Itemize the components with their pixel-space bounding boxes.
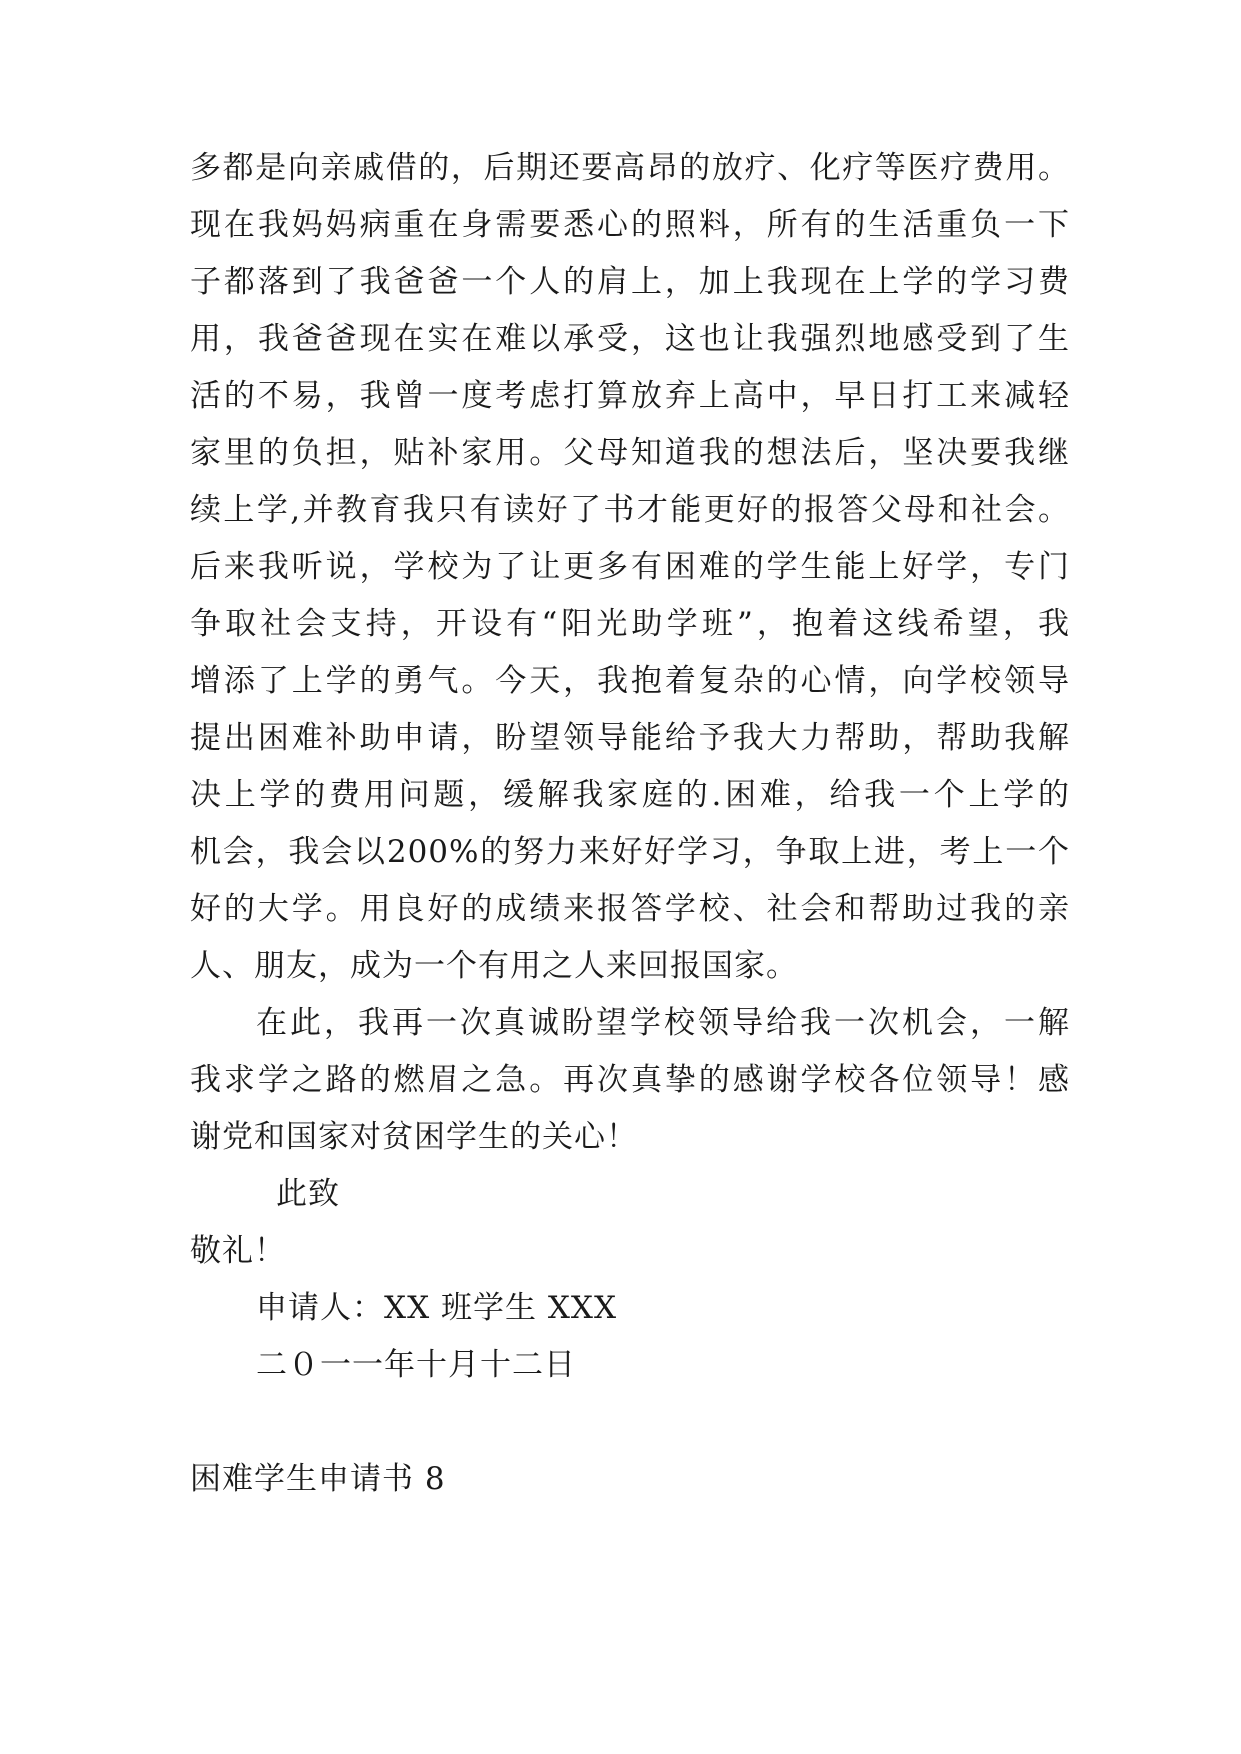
body-line-11: 提出困难补助申请，盼望领导能给予我大力帮助，帮助我解 xyxy=(190,720,1070,756)
body-line-1: 多都是向亲戚借的，后期还要高昂的放疗、化疗等医疗费用。 xyxy=(190,150,1070,186)
next-section-title: 困难学生申请书 8 xyxy=(190,1461,446,1497)
body-line-6: 家里的负担，贴补家用。父母知道我的想法后，坚决要我继 xyxy=(190,435,1070,471)
body-line-15: 人、朋友，成为一个有用之人来回报国家。 xyxy=(190,948,798,984)
body-line-3: 子都落到了我爸爸一个人的肩上，加上我现在上学的学习费 xyxy=(190,264,1070,300)
salutation-jingli: 敬礼！ xyxy=(190,1233,286,1269)
body-line-9: 争取社会支持，开设有“阳光助学班”，抱着这线希望，我 xyxy=(190,606,1070,642)
salutation-cizhi: 此致 xyxy=(276,1176,340,1212)
body-line-12: 决上学的费用问题，缓解我家庭的.困难，给我一个上学的 xyxy=(190,777,1070,813)
closing-line-3: 谢党和国家对贫困学生的关心！ xyxy=(190,1119,638,1155)
body-line-7: 续上学,并教育我只有读好了书才能更好的报答父母和社会。 xyxy=(190,492,1070,528)
body-line-14: 好的大学。用良好的成绩来报答学校、社会和帮助过我的亲 xyxy=(190,891,1070,927)
body-line-2: 现在我妈妈病重在身需要悉心的照料，所有的生活重负一下 xyxy=(190,207,1070,243)
body-line-13: 机会，我会以200%的努力来好好学习，争取上进，考上一个 xyxy=(190,834,1070,870)
body-line-4: 用，我爸爸现在实在难以承受，这也让我强烈地感受到了生 xyxy=(190,321,1070,357)
closing-line-2: 我求学之路的燃眉之急。再次真挚的感谢学校各位领导！感 xyxy=(190,1062,1070,1098)
application-date: 二０一一年十月十二日 xyxy=(256,1347,576,1383)
applicant-signature: 申请人：XX 班学生 XXX xyxy=(256,1290,618,1326)
body-line-10: 增添了上学的勇气。今天，我抱着复杂的心情，向学校领导 xyxy=(190,663,1070,699)
body-line-5: 活的不易，我曾一度考虑打算放弃上高中，早日打工来减轻 xyxy=(190,378,1070,414)
closing-line-1: 在此，我再一次真诚盼望学校领导给我一次机会，一解 xyxy=(256,1005,1070,1041)
body-line-8: 后来我听说，学校为了让更多有困难的学生能上好学，专门 xyxy=(190,549,1070,585)
